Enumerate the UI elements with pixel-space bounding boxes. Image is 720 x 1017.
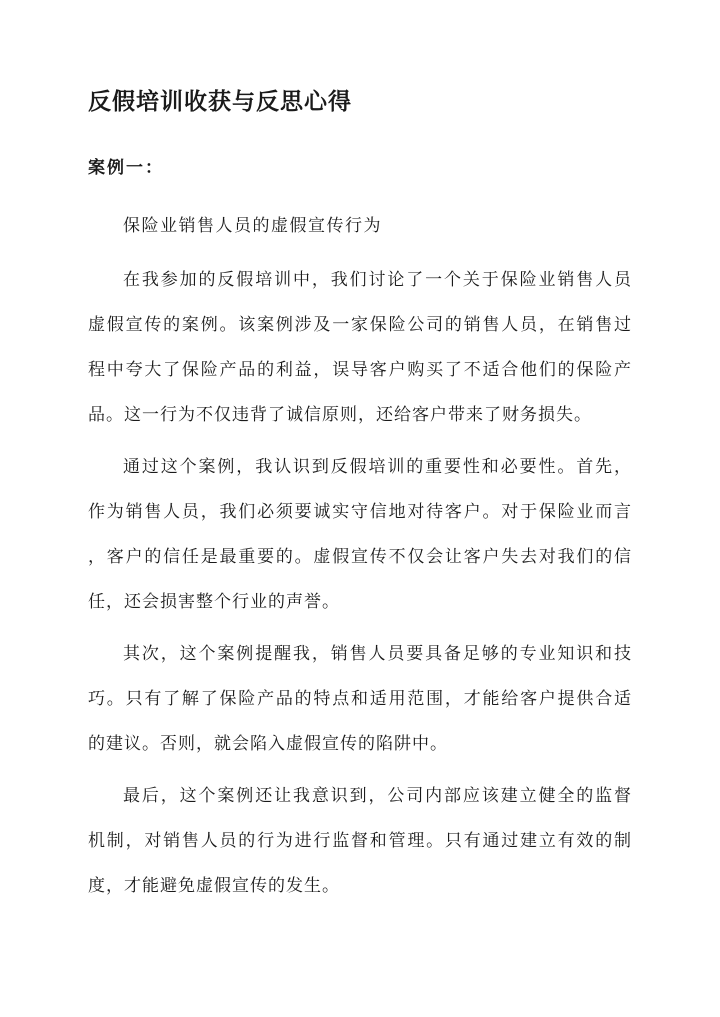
paragraph-line: 程中夸大了保险产品的利益，误导客户购买了不适合他们的保险产 [88,360,632,380]
paragraph-line: 机制，对销售人员的行为进行监督和管理。只有通过建立有效的制 [88,831,632,851]
paragraph-line: 任，还会损害整个行业的声誉。 [88,592,340,612]
paragraph-line: 通过这个案例，我认识到反假培训的重要性和必要性。首先， [123,457,632,477]
paragraph-line: 在我参加的反假培训中，我们讨论了一个关于保险业销售人员 [123,270,632,290]
paragraph-line: 最后，这个案例还让我意识到，公司内部应该建立健全的监督 [123,786,632,806]
paragraph-line: 巧。只有了解了保险产品的特点和适用范围，才能给客户提供合适 [88,689,632,709]
paragraph-line: ，客户的信任是最重要的。虚假宣传不仅会让客户失去对我们的信 [88,547,632,567]
paragraph-line: 的建议。否则，就会陷入虚假宣传的陷阱中。 [88,734,448,754]
paragraph-4 [88,774,632,909]
case-subtitle: 保险业销售人员的虚假宣传行为 [123,216,382,236]
paragraph-line: 度，才能避免虚假宣传的发生。 [88,876,340,896]
page-title: 反假培训收获与反思心得 [88,88,352,115]
case-label: 案例一： [88,158,164,178]
paragraph-3 [88,632,632,767]
paragraph-1 [88,258,632,438]
paragraph-line: 虚假宣传的案例。该案例涉及一家保险公司的销售人员，在销售过 [88,315,632,335]
paragraph-line: 其次，这个案例提醒我，销售人员要具备足够的专业知识和技 [123,644,632,664]
paragraph-line: 品。这一行为不仅违背了诚信原则，还给客户带来了财务损失。 [88,405,592,425]
paragraph-line: 作为销售人员，我们必须要诚实守信地对待客户。对于保险业而言 [88,502,632,522]
paragraph-2 [88,445,632,625]
